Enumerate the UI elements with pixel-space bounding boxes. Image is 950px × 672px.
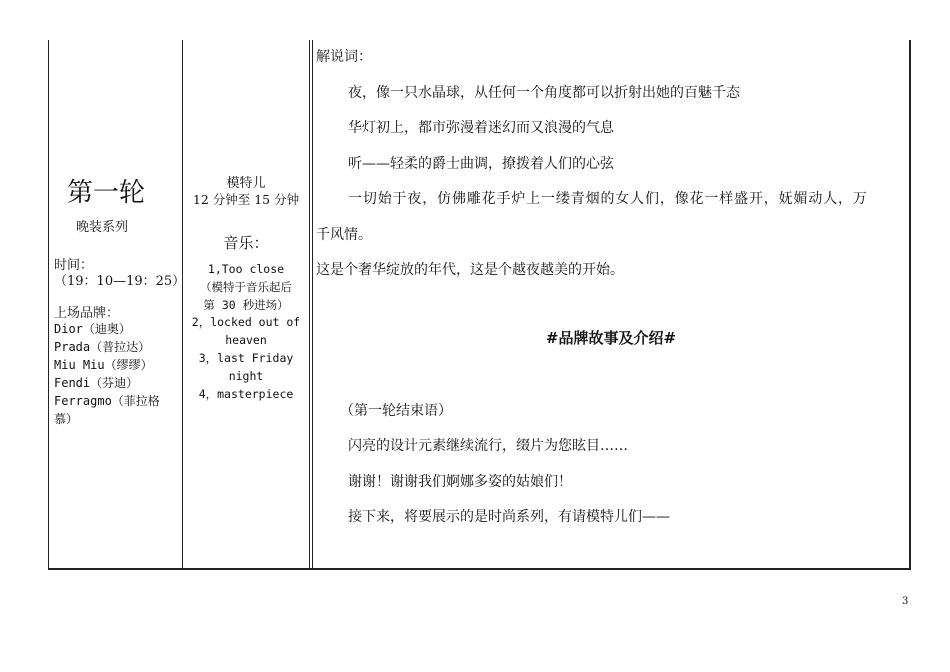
closing-label: （第一轮结束语）	[340, 403, 452, 419]
brand-item: Miu Miu（缪缪）	[54, 358, 153, 372]
round-title: 第一轮	[67, 178, 146, 208]
column-divider	[309, 40, 310, 570]
song-line: night	[228, 368, 264, 383]
brand-item: Ferragmo（菲拉格	[54, 394, 160, 408]
time-value: （19：10—19：25）	[54, 274, 186, 289]
song-line: 3，last Friday	[198, 350, 294, 365]
song-line: 4，masterpiece	[198, 386, 294, 401]
duration-text: 12 分钟至 15 分钟	[192, 192, 300, 207]
brands-label: 上场品牌：	[54, 306, 120, 321]
song-list	[184, 261, 308, 403]
song-line: （模特于音乐起后	[200, 279, 292, 294]
column-divider	[182, 40, 183, 570]
series-name: 晚装系列	[76, 220, 129, 235]
closing-line: 接下来，将要展示的是时尚系列，有请模特儿们——	[348, 509, 670, 525]
brand-item: Dior（迪奥）	[54, 322, 131, 336]
narration-line: 华灯初上，都市弥漫着迷幻而又浪漫的气息	[348, 120, 614, 136]
brand-item: Fendi（芬迪）	[54, 376, 139, 390]
model-label: 模特儿	[226, 176, 266, 191]
brand-story-heading: #品牌故事及介绍#	[545, 329, 677, 347]
song-line: 2，locked out of	[191, 315, 301, 330]
narration-heading: 解说词：	[316, 49, 372, 65]
closing-line: 谢谢！谢谢我们婀娜多姿的姑娘们！	[348, 474, 572, 490]
narration-line: 夜，像一只水晶球，从任何一个角度都可以折射出她的百魅千态	[348, 85, 740, 101]
narration-line: 听——轻柔的爵士曲调，撩拨着人们的心弦	[348, 156, 614, 172]
time-label: 时间：	[54, 258, 94, 273]
music-label: 音乐：	[223, 234, 269, 252]
narration-line: 千风情。	[316, 227, 372, 243]
narration-line: 这是个奢华绽放的年代，这是个越夜越美的开始。	[316, 262, 624, 278]
narration-line: 一切始于夜，仿佛雕花手炉上一缕青烟的女人们，像花一样盛开，妩媚动人，万	[348, 191, 868, 207]
song-line: 1,Too close	[207, 262, 285, 276]
closing-line: 闪亮的设计元素继续流行，缀片为您眩目……	[348, 438, 628, 454]
brand-item: 慕）	[54, 412, 79, 426]
song-line: heaven	[225, 333, 267, 348]
column-divider	[312, 40, 313, 570]
song-line: 第 30 秒进场）	[203, 297, 289, 312]
brand-item: Prada（普拉达）	[54, 340, 151, 354]
page-number: 3	[902, 596, 909, 607]
